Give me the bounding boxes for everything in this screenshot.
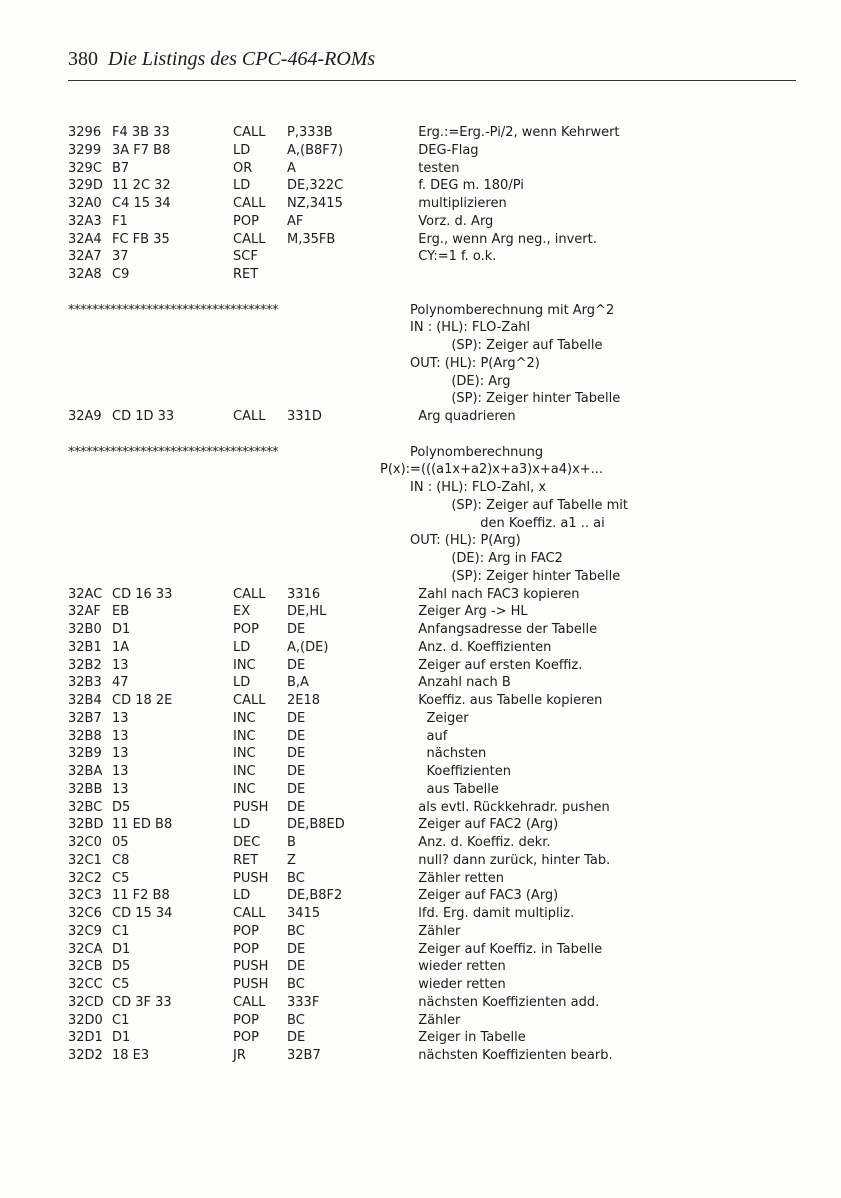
mnemonic: PUSH [233,870,269,886]
address: 32C0 [68,835,102,850]
comment: Koeffizienten [410,764,511,779]
hex-bytes: B7 [112,160,130,176]
hex-bytes: 11 2C 32 [112,178,171,194]
hex-bytes: CD 15 34 [112,906,173,921]
address: 32B7 [68,710,102,726]
stars-separator: *********************************** [68,302,278,318]
operand: BC [287,870,305,886]
operand: BC [287,1012,305,1028]
comment: testen [410,160,460,176]
comment: Anz. d. Koeffiz. dekr. [410,835,551,850]
address: 32CB [68,959,103,975]
comment: P(x):=(((a1x+a2)x+a3)x+a4)x+... [380,462,604,478]
address: 32BB [68,781,103,797]
hex-bytes: 05 [112,835,129,850]
page-header [68,48,796,71]
address: 32B4 [68,693,102,708]
address: 32D0 [68,1012,103,1028]
address: 32CA [68,941,103,957]
address: 32C6 [68,906,102,921]
address: 32C1 [68,852,102,868]
mnemonic: CALL [233,125,266,140]
comment: Koeffiz. aus Tabelle kopieren [410,693,603,708]
operand: DE,B8F2 [287,888,343,904]
hex-bytes: 13 [112,728,129,744]
hex-bytes: FC FB 35 [112,231,170,247]
listing-line [68,337,798,355]
hex-bytes: 11 ED B8 [112,817,173,833]
operand: DE,B8ED [287,817,345,833]
mnemonic: INC [233,710,256,726]
comment: aus Tabelle [410,781,499,797]
listing-line [68,657,798,675]
hex-bytes: 11 F2 B8 [112,888,170,904]
mnemonic: LD [233,142,251,158]
operand: P,333B [287,125,333,140]
listing-line [68,355,798,373]
comment: Zahl nach FAC3 kopieren [410,586,580,602]
hex-bytes: C5 [112,977,130,992]
address: 32AC [68,586,103,602]
hex-bytes: D1 [112,622,131,637]
operand: DE,HL [287,604,327,620]
comment: wieder retten [410,977,506,992]
mnemonic: PUSH [233,959,269,975]
comment: Zeiger [410,710,469,726]
operand: A,(DE) [287,639,329,655]
comment: OUT: (HL): P(Arg^2) [410,355,540,371]
address: 32CC [68,977,103,992]
mnemonic: POP [233,1012,259,1028]
address: 32BC [68,799,103,815]
listing-line [68,603,798,621]
operand: AF [287,213,304,229]
mnemonic: PUSH [233,977,269,992]
listing-line [68,728,798,746]
operand: DE [287,764,306,779]
comment: auf [410,728,448,744]
mnemonic: LD [233,178,251,194]
comment: f. DEG m. 180/Pi [410,178,524,194]
comment: Zeiger auf FAC3 (Arg) [410,888,559,904]
hex-bytes: C4 15 34 [112,196,171,211]
hex-bytes: F4 3B 33 [112,125,170,140]
listing-line [68,461,798,479]
hex-bytes: 13 [112,657,129,673]
operand: 331D [287,409,322,424]
mnemonic: CALL [233,196,266,211]
operand: DE [287,799,306,815]
address: 32A7 [68,249,102,265]
address: 32D1 [68,1030,103,1046]
comment: Polynomberechnung mit Arg^2 [410,302,615,318]
operand: B,A [287,675,309,691]
listing-line [68,177,798,195]
listing-line [68,710,798,728]
mnemonic: POP [233,941,259,957]
listing-line [68,390,798,408]
section-header-line [68,302,798,320]
operand: DE [287,728,306,744]
listing-line [68,639,798,657]
address: 32C2 [68,870,102,886]
operand: DE [287,746,306,762]
assembly-listing [68,124,798,1065]
hex-bytes: CD 1D 33 [112,409,175,424]
address: 329C [68,160,102,176]
mnemonic: EX [233,604,251,620]
comment: als evtl. Rückkehradr. pushen [410,799,610,815]
blank-line [68,284,798,302]
hex-bytes: 13 [112,746,129,762]
comment: Arg quadrieren [410,409,516,424]
comment: DEG-Flag [410,142,479,158]
operand: BC [287,923,305,939]
mnemonic: LD [233,888,251,904]
mnemonic: PUSH [233,799,269,815]
page-title: Die Listings des CPC-464-ROMs [108,48,376,70]
address: 32C9 [68,923,102,939]
operand: A [287,160,296,176]
address: 329D [68,178,103,194]
mnemonic: INC [233,781,256,797]
comment: (DE): Arg in FAC2 [410,551,563,566]
listing-line [68,586,798,604]
listing-line [68,745,798,763]
listing-line [68,621,798,639]
address: 32B0 [68,622,102,637]
hex-bytes: 1A [112,639,130,655]
address: 32AF [68,604,101,620]
comment: Zähler [410,1012,461,1028]
listing-line [68,994,798,1012]
listing-line [68,497,798,515]
address: 32B8 [68,728,102,744]
mnemonic: SCF [233,249,258,265]
mnemonic: LD [233,675,251,691]
comment: Polynomberechnung [410,444,544,460]
operand: DE [287,1030,306,1046]
listing-line [68,1029,798,1047]
comment: (DE): Arg [410,373,511,389]
listing-line [68,248,798,266]
listing-line [68,142,798,160]
comment: Zeiger in Tabelle [410,1030,526,1046]
listing-line [68,479,798,497]
listing-line [68,408,798,426]
listing-line [68,213,798,231]
operand: M,35FB [287,231,336,247]
address: 32A4 [68,231,102,247]
listing-line [68,373,798,391]
address: 32BD [68,817,104,833]
comment: Anfangsadresse der Tabelle [410,622,598,637]
operand: DE [287,657,306,673]
operand: 2E18 [287,693,321,708]
operand: Z [287,852,296,868]
listing-line [68,816,798,834]
operand: DE [287,710,306,726]
address: 32A9 [68,409,102,424]
listing-line [68,231,798,249]
listing-line [68,319,798,337]
hex-bytes: F1 [112,213,128,229]
address: 3299 [68,142,102,158]
listing-line [68,799,798,817]
hex-bytes: C1 [112,1012,130,1028]
hex-bytes: C8 [112,852,130,868]
address: 32A0 [68,196,102,211]
mnemonic: POP [233,622,259,637]
comment: Zeiger auf FAC2 (Arg) [410,817,559,833]
mnemonic: RET [233,852,259,868]
operand: DE [287,959,306,975]
address: 3296 [68,125,102,140]
listing-line [68,550,798,568]
mnemonic: INC [233,728,256,744]
operand: A,(B8F7) [287,142,344,158]
operand: B [287,835,296,850]
comment: Zähler [410,923,461,939]
hex-bytes: 18 E3 [112,1048,150,1063]
hex-bytes: 37 [112,249,129,265]
hex-bytes: EB [112,604,130,620]
listing-line [68,763,798,781]
address: 32B3 [68,675,102,691]
hex-bytes: C1 [112,923,130,939]
hex-bytes: D1 [112,941,131,957]
listing-line [68,674,798,692]
listing-line [68,692,798,710]
listing-line [68,905,798,923]
hex-bytes: 3A F7 B8 [112,142,171,158]
listing-line [68,1047,798,1065]
comment: null? dann zurück, hinter Tab. [410,852,611,868]
comment: Vorz. d. Arg [410,213,494,229]
hex-bytes: D5 [112,799,131,815]
operand: DE [287,622,306,637]
comment: wieder retten [410,959,506,975]
listing-line [68,1012,798,1030]
operand: 3316 [287,586,321,602]
address: 32C3 [68,888,102,904]
mnemonic: CALL [233,586,266,602]
mnemonic: INC [233,746,256,762]
comment: Zeiger Arg -> HL [410,604,528,620]
hex-bytes: 13 [112,764,129,779]
listing-line [68,532,798,550]
comment: Erg., wenn Arg neg., invert. [410,231,597,247]
hex-bytes: D5 [112,959,131,975]
listing-line [68,834,798,852]
mnemonic: CALL [233,693,266,708]
comment: (SP): Zeiger auf Tabelle [410,338,603,353]
listing-line [68,781,798,799]
mnemonic: INC [233,657,256,673]
section-header-line [68,444,798,462]
hex-bytes: D1 [112,1030,131,1046]
listing-line [68,515,798,533]
operand: 333F [287,994,320,1010]
comment: Zähler retten [410,870,504,886]
operand: 3415 [287,906,321,921]
address: 32CD [68,994,104,1010]
mnemonic: CALL [233,231,266,247]
comment: multiplizieren [410,196,507,211]
address: 32A8 [68,267,102,282]
mnemonic: CALL [233,994,266,1010]
operand: NZ,3415 [287,196,343,211]
mnemonic: RET [233,267,259,282]
listing-line [68,941,798,959]
hex-bytes: 47 [112,675,129,691]
listing-line [68,568,798,586]
comment: CY:=1 f. o.k. [410,249,497,265]
hex-bytes: C9 [112,267,130,282]
comment: nächsten [410,746,487,762]
address: 32B9 [68,746,102,762]
hex-bytes: CD 16 33 [112,586,173,602]
hex-bytes: CD 18 2E [112,693,173,708]
hex-bytes: CD 3F 33 [112,994,172,1010]
comment: den Koeffiz. a1 .. ai [410,515,605,531]
operand: 32B7 [287,1048,321,1063]
address: 32B2 [68,657,102,673]
mnemonic: INC [233,764,256,779]
mnemonic: LD [233,817,251,833]
hex-bytes: C5 [112,870,130,886]
address: 32B1 [68,639,102,655]
mnemonic: CALL [233,906,266,921]
listing-line [68,124,798,142]
operand: BC [287,977,305,992]
listing-line [68,266,798,284]
comment: OUT: (HL): P(Arg) [410,533,521,549]
operand: DE [287,781,306,797]
mnemonic: POP [233,1030,259,1046]
mnemonic: CALL [233,409,266,424]
listing-line [68,852,798,870]
operand: DE [287,941,306,957]
listing-line [68,976,798,994]
mnemonic: OR [233,160,253,176]
comment: lfd. Erg. damit multipliz. [410,906,575,921]
hex-bytes: 13 [112,781,129,797]
comment: IN : (HL): FLO-Zahl, x [410,480,547,495]
mnemonic: LD [233,639,251,655]
header-rule [68,80,796,81]
address: 32D2 [68,1048,103,1063]
comment: (SP): Zeiger auf Tabelle mit [410,497,628,513]
comment: nächsten Koeffizienten add. [410,994,600,1010]
address: 32A3 [68,213,102,229]
comment: Zeiger auf ersten Koeffiz. [410,657,583,673]
mnemonic: POP [233,923,259,939]
comment: (SP): Zeiger hinter Tabelle [410,568,621,584]
blank-line [68,426,798,444]
operand: DE,322C [287,178,344,194]
comment: (SP): Zeiger hinter Tabelle [410,391,621,407]
comment: Erg.:=Erg.-Pi/2, wenn Kehrwert [410,125,620,140]
listing-line [68,870,798,888]
comment: Zeiger auf Koeffiz. in Tabelle [410,941,603,957]
comment: Anzahl nach B [410,675,511,691]
mnemonic: DEC [233,835,261,850]
comment: nächsten Koeffizienten bearb. [410,1048,613,1063]
address: 32BA [68,764,103,779]
listing-line [68,160,798,178]
listing-line [68,887,798,905]
mnemonic: JR [233,1048,246,1063]
comment: Anz. d. Koeffizienten [410,639,552,655]
hex-bytes: 13 [112,710,129,726]
stars-separator: *********************************** [68,444,278,460]
mnemonic: POP [233,213,259,229]
listing-line [68,923,798,941]
listing-line [68,958,798,976]
listing-line [68,195,798,213]
page-number: 380 [68,48,98,70]
comment: IN : (HL): FLO-Zahl [410,320,531,336]
